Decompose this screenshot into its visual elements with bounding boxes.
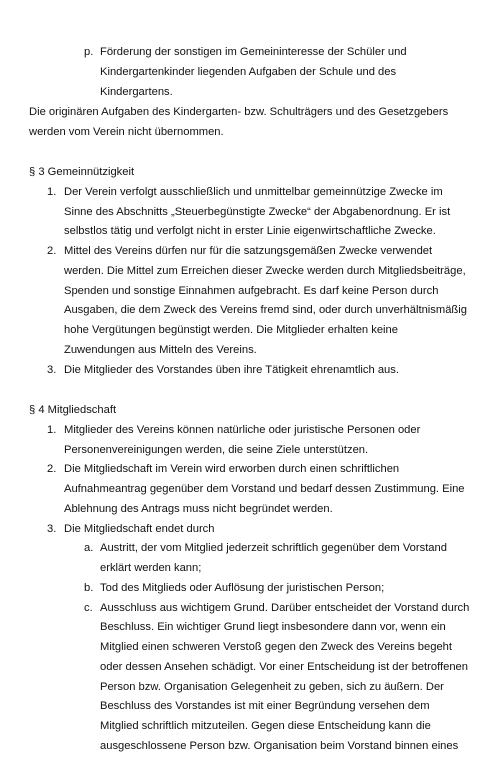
- sublist-item-line: Beschluss. Ein wichtiger Grund liegt insbesondere dann vor, wenn ein: [100, 621, 446, 634]
- sublist-item-line: Mitglied einen schweren Verstoß gegen den Zweck des Vereins begeht: [100, 641, 452, 653]
- list-item-line: Mitglieder des Vereins können natürliche oder juristische Personen oder: [64, 423, 421, 436]
- section-heading: § 3 Gemeinnützigkeit: [29, 166, 135, 178]
- sublist-marker: b.: [84, 581, 94, 594]
- section-heading: § 4 Mitgliedschaft: [29, 404, 117, 416]
- sublist-item-a: [0, 539, 504, 579]
- sublist-item-line: erklärt werden kann;: [100, 562, 202, 574]
- list-marker: 1.: [47, 185, 57, 198]
- sublist-item-b: [0, 579, 504, 599]
- sublist-item-line: Beschluss des Vorstandes ist mit einer Begründung versehen dem: [100, 700, 430, 713]
- list-item-line: selbstlos tätig und verfolgt nicht in erster Linie eigenwirtschaftliche Zwecke.: [64, 225, 436, 238]
- sublist-marker: a.: [84, 542, 94, 555]
- list-item-2: [0, 242, 504, 361]
- list-item-line: Kindergartenkinder liegenden Aufgaben der Schule und des: [100, 65, 397, 78]
- list-item-line: Zuwendungen aus Mitteln des Vereins.: [64, 343, 257, 356]
- list-item-line: Förderung der sonstigen im Gemeininteresse der Schüler und: [100, 46, 407, 58]
- section-4: [0, 401, 504, 757]
- list-marker: 3.: [47, 522, 57, 535]
- list-item-line: Sinne des Abschnitts „Steuerbegünstigte Zwecke“ der Abgabenordnung. Er ist: [64, 205, 451, 218]
- list-item-line: Ausgaben, die dem Zweck des Vereins fremd sind, oder durch unverhältnismäßig: [64, 304, 467, 317]
- sublist-item-line: Mitglied schriftlich mitzuteilen. Gegen diese Entscheidung kann die: [100, 720, 431, 732]
- list-marker: 1.: [47, 423, 57, 436]
- sublist-item-line: Person bzw. Organisation Gelegenheit zu geben, sich zu äußern. Der: [100, 680, 444, 693]
- list-item-line: Die Mitglieder des Vorstandes üben ihre Tätigkeit ehrenamtlich aus.: [64, 363, 399, 376]
- list-item-line: Mittel des Vereins dürfen nur für die satzungsgemäßen Zwecke verwendet: [64, 245, 433, 257]
- list-item-3: [0, 361, 504, 381]
- sublist-item-line: Ausschluss aus wichtigem Grund. Darüber entscheidet der Vorstand durch: [100, 601, 470, 614]
- sublist-marker: c.: [84, 601, 93, 614]
- list-marker: 3.: [47, 363, 57, 376]
- section-3: [0, 163, 504, 380]
- sublist-item-line: ausgeschlossene Person bzw. Organisation beim Vorstand binnen eines: [100, 739, 459, 752]
- list-item-line: werden. Die Mittel zum Erreichen dieser Zwecke werden durch Mitgliedsbeiträge,: [64, 264, 466, 277]
- list-marker: p.: [84, 46, 94, 58]
- list-item-1: [0, 183, 504, 242]
- list-marker: 2.: [47, 245, 57, 257]
- sublist-item-c: [0, 599, 504, 757]
- sublist-item-line: Austritt, der vom Mitglied jederzeit schriftlich gegenüber dem Vorstand: [100, 542, 447, 555]
- list-item-line: Kindergartens.: [100, 85, 173, 98]
- list-item-line: Aufnahmeantrag gegenüber dem Vorstand und bedarf dessen Zustimmung. Eine: [64, 483, 465, 495]
- list-item-line: hohe Vergütungen begünstigt werden. Die Mitglieder erhalten keine: [64, 324, 398, 336]
- list-item-2: [0, 460, 504, 519]
- list-item-p: [0, 43, 504, 102]
- list-item-line: Der Verein verfolgt ausschließlich und unmittelbar gemeinnützige Zwecke im: [64, 185, 443, 198]
- list-item-line: Die Mitgliedschaft im Verein wird erworben durch einen schriftlichen: [64, 463, 400, 476]
- list-item-line: Die Mitgliedschaft endet durch: [64, 522, 215, 535]
- sublist-item-line: Tod des Mitglieds oder Auflösung der juristischen Person;: [100, 581, 385, 594]
- list-item-line: Personenvereinigungen werden, die seine Ziele unterstützen.: [64, 443, 369, 456]
- list-item-line: Ablehnung des Antrags muss nicht begründet werden.: [64, 502, 333, 515]
- list-item-3: [0, 520, 504, 540]
- list-item-1: [0, 421, 504, 461]
- paragraph-line: werden vom Verein nicht übernommen.: [29, 125, 224, 138]
- list-marker: 2.: [47, 463, 57, 476]
- paragraph-line: Die originären Aufgaben des Kindergarten- bzw. Schulträgers und des Gesetzgebers: [29, 106, 449, 118]
- note-paragraph: [0, 103, 504, 143]
- sublist-item-line: oder dessen Ansehen schädigt. Vor einer Entscheidung ist der betroffenen: [100, 660, 468, 673]
- list-item-line: Spenden und sonstige Einnahmen aufgebracht. Es darf keine Person durch: [64, 284, 439, 297]
